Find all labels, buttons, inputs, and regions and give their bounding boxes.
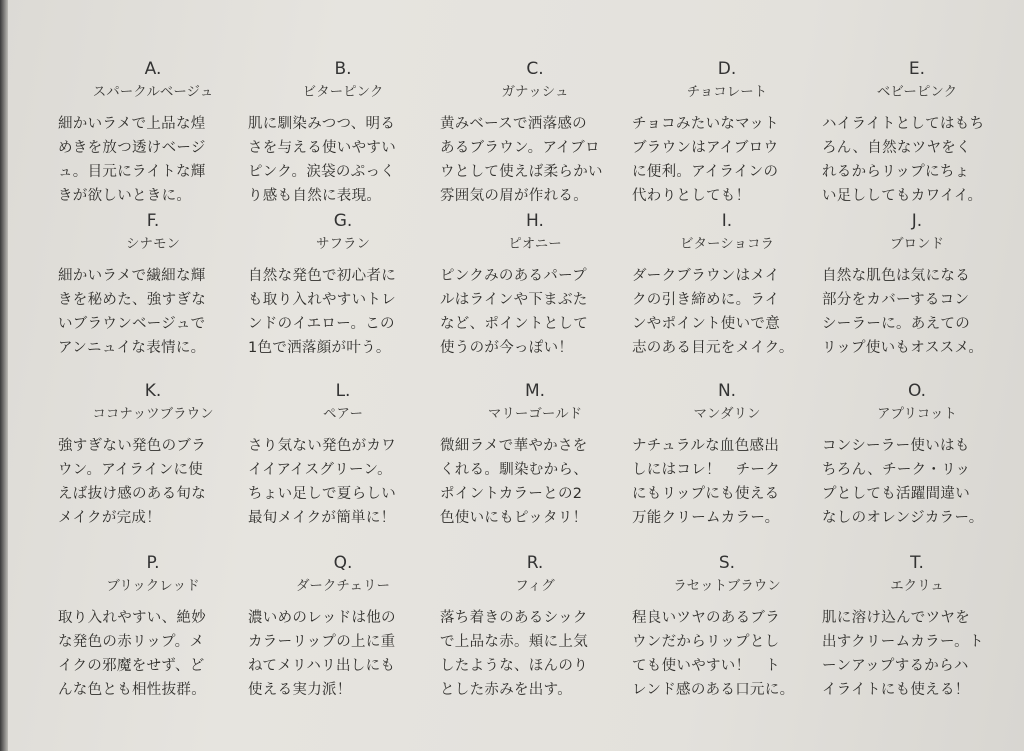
color-description: 強すぎない発色のブラ ウン。アイラインに使 えば抜け感のある旬な メイクが完成！ xyxy=(58,438,206,526)
color-name: ピオニー xyxy=(508,236,562,252)
color-card xyxy=(632,380,822,530)
color-letter: C. xyxy=(526,59,544,79)
color-description: コンシーラー使いはも ちろん、チーク・リッ プとしても活躍間違い なしのオレンジカラー。 xyxy=(822,438,984,526)
color-card xyxy=(248,380,438,530)
color-letter: S. xyxy=(718,553,736,573)
color-card xyxy=(58,58,248,208)
color-card xyxy=(248,210,438,360)
color-name: ブロンド xyxy=(890,236,944,252)
color-letter: Q. xyxy=(333,553,353,573)
color-name: スパークルベージュ xyxy=(92,84,214,100)
color-letter: R. xyxy=(526,553,544,573)
color-name: アプリコット xyxy=(877,406,957,422)
color-letter: G. xyxy=(333,211,353,231)
color-description: ダークブラウンはメイ クの引き締めに。ライ ンやポイント使いで意 志のある目元をメイク。 xyxy=(632,268,794,356)
color-card xyxy=(822,552,1012,702)
color-name: マリーゴールド xyxy=(487,406,583,422)
color-letter: J. xyxy=(911,211,923,231)
color-card xyxy=(58,552,248,702)
color-letter: F. xyxy=(146,211,160,231)
color-letter: N. xyxy=(717,381,737,401)
color-card xyxy=(822,210,1012,360)
color-letter: A. xyxy=(144,59,162,79)
color-description: 肌に溶け込んでツヤを 出すクリームカラー。ト ーンアップするからハ イライトにも使える！ xyxy=(822,610,984,698)
color-name: シナモン xyxy=(126,236,180,252)
color-card xyxy=(632,210,822,360)
color-letter: H. xyxy=(526,211,544,231)
color-card xyxy=(440,552,630,702)
page-edge-shadow xyxy=(0,0,8,751)
color-letter: E. xyxy=(908,59,926,79)
color-card xyxy=(248,552,438,702)
color-description: 自然な発色で初心者に も取り入れやすいトレ ンドのイエロー。この 1色で洒落顔が叶う。 xyxy=(248,268,396,356)
color-card xyxy=(440,380,630,530)
color-name: サフラン xyxy=(316,236,370,252)
color-name: フィグ xyxy=(515,578,555,594)
color-card xyxy=(58,210,248,360)
color-name: ガナッシュ xyxy=(501,84,569,100)
color-description: 細かいラメで上品な煌 めきを放つ透けベージ ュ。目元にライトな輝 きが欲しいときに。 xyxy=(58,116,206,204)
color-name: チョコレート xyxy=(686,84,768,100)
color-card xyxy=(822,58,1012,208)
color-description: 黄みベースで洒落感の あるブラウン。アイブロ ウとして使えば柔らかい 雰囲気の眉が作れる。 xyxy=(440,116,603,204)
color-letter: P. xyxy=(146,553,160,573)
color-letter: B. xyxy=(334,59,352,79)
color-card xyxy=(822,380,1012,530)
color-name: ビターショコラ xyxy=(680,236,774,252)
color-letter: I. xyxy=(721,211,733,231)
color-description: チョコみたいなマット ブラウンはアイブロウ に便利。アイラインの 代わりとしても！ xyxy=(632,116,779,204)
color-card xyxy=(440,210,630,360)
color-name: ペアー xyxy=(322,406,364,422)
color-description: 微細ラメで華やかさを くれる。馴染むから、 ポイントカラーとの2 色使いにもピッタリ！ xyxy=(440,438,588,526)
color-description: 肌に馴染みつつ、明る さを与える使いやすい ピンク。涙袋のぷっく り感も自然に表現。 xyxy=(248,116,396,204)
color-description: ナチュラルな血色感出 しにはコレ！ チーク にもリップにも使える 万能クリームカラー。 xyxy=(632,438,780,526)
color-name: ラセットブラウン xyxy=(673,578,781,594)
color-description: 細かいラメで繊細な輝 きを秘めた、強すぎな いブラウンベージュで アンニュイな表情に。 xyxy=(58,268,206,356)
color-description: ピンクみのあるパープ ルはラインや下まぶた など、ポイントとして 使うのが今っぽい！ xyxy=(440,268,588,356)
color-card xyxy=(632,552,822,702)
color-description: 程良いツヤのあるブラ ウンだからリップとし ても使いやすい！ ト レンド感のある口元に。 xyxy=(632,610,795,698)
color-description: さり気ない発色がカワ イイアイスグリーン。 ちょい足しで夏らしい 最旬メイクが簡単に！ xyxy=(248,438,396,526)
color-description: 落ち着きのあるシック で上品な赤。頬に上気 したような、ほんのり とした赤みを出す。 xyxy=(440,610,588,698)
color-name: ココナッツブラウン xyxy=(92,406,214,422)
color-letter: K. xyxy=(144,381,162,401)
color-name: ダークチェリー xyxy=(295,578,391,594)
color-name: ビターピンク xyxy=(302,84,384,100)
color-letter: L. xyxy=(335,381,351,401)
color-description: ハイライトとしてはもち ろん、自然なツヤをく れるからリップにちょ い足ししてもカワイイ。 xyxy=(822,116,985,204)
color-letter: D. xyxy=(717,59,737,79)
color-card xyxy=(58,380,248,530)
color-card xyxy=(632,58,822,208)
color-letter: T. xyxy=(910,553,924,573)
color-name: マンダリン xyxy=(693,406,761,422)
color-name: ブリックレッド xyxy=(106,578,200,594)
color-description: 濃いめのレッドは他の カラーリップの上に重 ねてメリハリ出しにも 使える実力派！ xyxy=(248,610,396,698)
color-letter: O. xyxy=(907,381,927,401)
color-name: ベビーピンク xyxy=(876,84,958,100)
color-card xyxy=(440,58,630,208)
color-name: エクリュ xyxy=(890,578,944,594)
color-card xyxy=(248,58,438,208)
color-description: 自然な肌色は気になる 部分をカバーするコン シーラーに。あえての リップ使いもオススメ。 xyxy=(822,268,984,356)
color-description: 取り入れやすい、絶妙 な発色の赤リップ。メ イクの邪魔をせず、ど んな色とも相性抜群。 xyxy=(58,610,206,698)
color-letter: M. xyxy=(524,381,546,401)
